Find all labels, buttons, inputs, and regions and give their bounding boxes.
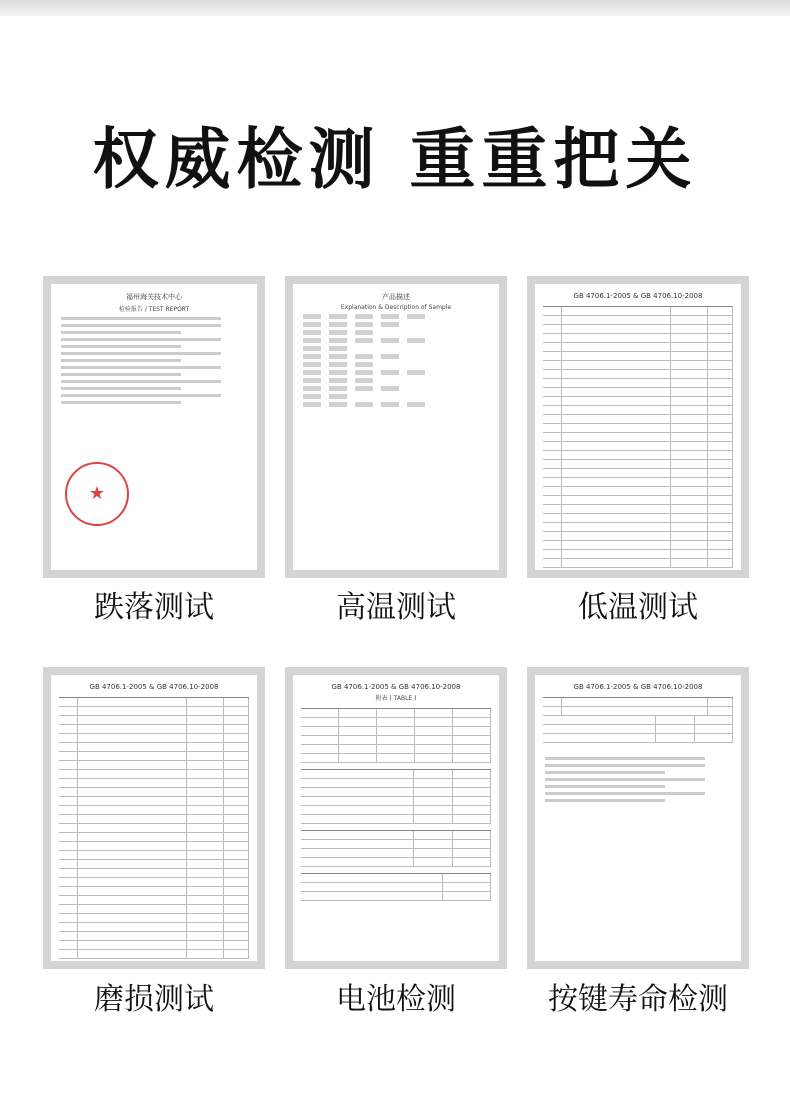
caption-card-5: 电池检测 xyxy=(336,982,456,1017)
report-document-3 xyxy=(535,284,741,570)
option-row xyxy=(303,378,489,383)
report-document-4 xyxy=(51,675,257,961)
report-subheader: Explanation & Description of Sample xyxy=(340,304,452,311)
text-line xyxy=(61,366,221,369)
option-row xyxy=(303,314,489,319)
option-row xyxy=(303,322,489,327)
text-line xyxy=(61,401,181,404)
report-header: GB 4706.1-2005 & GB 4706.10-2008 xyxy=(331,683,461,691)
caption-card-6: 按键寿命检测 xyxy=(548,982,728,1017)
text-line xyxy=(545,792,705,795)
text-line xyxy=(545,785,665,788)
report-header: GB 4706.1-2005 & GB 4706.10-2008 xyxy=(89,683,219,691)
option-row xyxy=(303,346,489,351)
report-header: GB 4706.1-2005 & GB 4706.10-2008 xyxy=(573,292,703,300)
text-line xyxy=(545,757,705,760)
report-table xyxy=(301,769,491,824)
report-document-6 xyxy=(535,675,741,961)
text-line xyxy=(61,380,221,383)
report-header: GB 4706.1-2005 & GB 4706.10-2008 xyxy=(573,683,703,691)
star-seal-icon: ★ xyxy=(65,462,129,526)
option-row xyxy=(303,386,489,391)
report-subheader: 检验报告 / TEST REPORT xyxy=(118,306,190,313)
report-table xyxy=(59,697,249,959)
report-card-5 xyxy=(285,667,507,969)
report-header: 产品描述 xyxy=(382,293,410,301)
page-headline: 权威检测 重重把关 xyxy=(92,121,698,198)
report-table xyxy=(301,873,491,901)
report-table xyxy=(301,708,491,763)
option-row xyxy=(303,338,489,343)
caption-card-1: 跌落测试 xyxy=(94,590,214,625)
text-line xyxy=(545,771,665,774)
report-document-2 xyxy=(293,284,499,570)
option-row xyxy=(303,370,489,375)
report-card-3 xyxy=(527,276,749,578)
text-line xyxy=(61,345,181,348)
option-row xyxy=(303,354,489,359)
report-subheader: 附表 ( TABLE ) xyxy=(375,695,417,702)
text-line xyxy=(545,799,665,802)
text-line xyxy=(61,317,221,320)
text-line xyxy=(61,324,221,327)
option-row xyxy=(303,402,489,407)
option-row xyxy=(303,330,489,335)
report-table xyxy=(301,830,491,867)
text-line xyxy=(61,331,181,334)
report-document-5 xyxy=(293,675,499,961)
text-line xyxy=(61,338,221,341)
top-shadow-bar xyxy=(0,0,790,16)
report-table xyxy=(543,697,733,743)
text-line xyxy=(61,394,221,397)
report-card-1 xyxy=(43,276,265,578)
report-table xyxy=(543,306,733,568)
option-row xyxy=(303,362,489,367)
caption-card-2: 高温测试 xyxy=(336,590,456,625)
text-line xyxy=(545,764,705,767)
option-row xyxy=(303,394,489,399)
text-line xyxy=(61,352,221,355)
caption-card-4: 磨损测试 xyxy=(94,982,214,1017)
text-line xyxy=(61,387,181,390)
report-card-6 xyxy=(527,667,749,969)
text-line xyxy=(61,359,181,362)
text-line xyxy=(61,373,181,376)
text-line xyxy=(545,778,705,781)
caption-card-3: 低温测试 xyxy=(578,590,698,625)
report-card-2 xyxy=(285,276,507,578)
report-document-1 xyxy=(51,284,257,570)
report-card-4 xyxy=(43,667,265,969)
report-header: 福州海关技术中心 xyxy=(126,293,182,301)
